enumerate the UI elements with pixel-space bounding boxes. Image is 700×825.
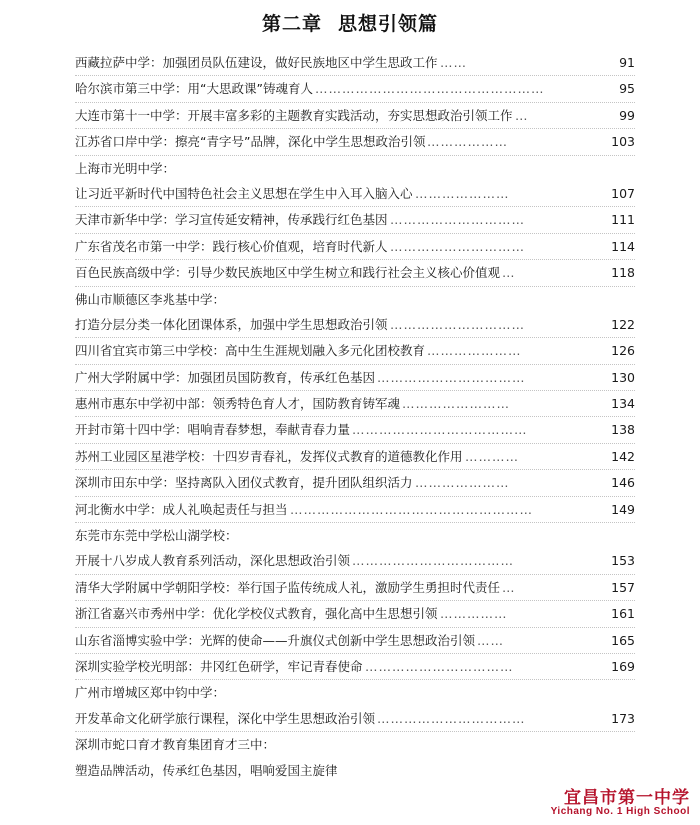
toc-entry-title: 山东省淄博实验中学：光辉的使命——升旗仪式创新中学生思想政治引领 — [75, 632, 476, 648]
toc-leader-dots: ………… — [465, 448, 519, 464]
toc-section-header[interactable] — [75, 156, 635, 181]
toc-entry-title: 开封市第十四中学：唱响青春梦想，奉献青春力量 — [75, 422, 351, 438]
toc-page-number: 103 — [611, 134, 635, 150]
toc-leader-dots: …………………………… — [365, 658, 514, 674]
toc-entry[interactable] — [75, 50, 635, 76]
toc-entry-title: 河北衡水中学：成人礼唤起责任与担当 — [75, 501, 288, 517]
toc-leader-dots: …………………………… — [377, 369, 526, 385]
chapter-title — [0, 9, 700, 36]
toc-leader-dots: … — [502, 579, 516, 595]
toc-entry[interactable] — [75, 234, 635, 260]
toc-entry-title: 打造分层分类一体化团课体系，加强中学生思想政治引领 — [75, 316, 388, 332]
toc-page-number: 118 — [611, 265, 635, 281]
toc-page-number: 99 — [619, 107, 635, 123]
toc-entry[interactable] — [75, 444, 635, 470]
school-watermark — [551, 783, 690, 817]
toc-entry[interactable] — [75, 129, 635, 155]
toc-page-number: 126 — [611, 343, 635, 359]
toc-entry[interactable] — [75, 260, 635, 286]
toc-entry-title: 东莞市东莞中学松山湖学校： — [75, 528, 238, 544]
toc-section-header[interactable] — [75, 680, 635, 705]
toc-entry[interactable] — [75, 575, 635, 601]
toc-page-number: 138 — [611, 422, 635, 438]
toc-leader-dots: ………………………………… — [352, 422, 528, 438]
toc-page-number: 95 — [619, 81, 635, 97]
toc-leader-dots: …… — [477, 632, 504, 648]
toc-entry-title: 广东省茂名市第一中学：践行核心价值观，培育时代新人 — [75, 238, 388, 254]
toc-page-number: 114 — [611, 238, 635, 254]
toc-entry-title: 广州市增城区郑中钧中学： — [75, 685, 226, 701]
toc-leader-dots: …………………… — [402, 396, 510, 412]
toc-leader-dots: ………………… — [427, 343, 522, 359]
toc-entry-title: 让习近平新时代中国特色社会主义思想在学生中入耳入脑入心 — [75, 185, 413, 201]
toc-entry-title: 江苏省口岸中学：擦亮“青字号”品牌，深化中学生思想政治引领 — [75, 134, 426, 150]
toc-page-number: 157 — [611, 579, 635, 595]
toc-entry[interactable] — [75, 548, 635, 574]
toc-leader-dots: …………… — [440, 606, 508, 622]
toc-page-number: 153 — [611, 553, 635, 569]
toc-leader-dots: …………………………… — [377, 710, 526, 726]
toc-entry[interactable] — [75, 654, 635, 680]
toc-page-number: 146 — [611, 475, 635, 491]
toc-page-number: 107 — [611, 185, 635, 201]
watermark-chinese: 宜昌市第一中学 — [564, 788, 690, 808]
toc-page-number: 173 — [611, 710, 635, 726]
toc-entry[interactable] — [75, 706, 635, 732]
toc-entry-title: 浙江省嘉兴市秀州中学：优化学校仪式教育，强化高中生思想引领 — [75, 606, 438, 622]
toc-leader-dots: ………………… — [415, 185, 510, 201]
chapter-name: 思想引领篇 — [338, 13, 439, 35]
toc-entry-title: 塑造品牌活动，传承红色基因，唱响爱国主旋律 — [75, 762, 338, 778]
toc-leader-dots: …………………………………………… — [315, 81, 545, 97]
toc-page-number: 142 — [611, 448, 635, 464]
toc-entry-title: 广州大学附属中学：加强团员国防教育，传承红色基因 — [75, 369, 376, 385]
toc-leader-dots: ……………………………… — [352, 553, 514, 569]
toc-section-header[interactable] — [75, 732, 635, 757]
toc-page-number: 130 — [611, 369, 635, 385]
toc-entry-title: 深圳市田东中学：坚持离队入团仪式教育，提升团队组织活力 — [75, 475, 413, 491]
toc-entry[interactable] — [75, 497, 635, 523]
toc-entry[interactable] — [75, 207, 635, 233]
toc-entry-title: 深圳实验学校光明部：井冈红色研学，牢记青春使命 — [75, 658, 363, 674]
toc-leader-dots: ………………… — [415, 475, 510, 491]
toc-entry-title: 开展十八岁成人教育系列活动，深化思想政治引领 — [75, 553, 351, 569]
toc-leader-dots: ………………………… — [390, 238, 525, 254]
toc-entry-title: 佛山市顺德区李兆基中学： — [75, 291, 226, 307]
toc-entry[interactable] — [75, 601, 635, 627]
toc-page-number: 169 — [611, 658, 635, 674]
toc-entry[interactable] — [75, 628, 635, 654]
toc-entry[interactable] — [75, 103, 635, 129]
toc-section-header[interactable] — [75, 287, 635, 312]
toc-entry[interactable] — [75, 76, 635, 102]
toc-page-number: 149 — [611, 501, 635, 517]
toc-entry-title: 天津市新华中学：学习宣传延安精神，传承践行红色基因 — [75, 212, 388, 228]
toc-entry-title: 惠州市惠东中学初中部：领秀特色育人才，国防教育铸军魂 — [75, 396, 401, 412]
toc-entry[interactable] — [75, 470, 635, 496]
toc-entry-title: 四川省宜宾市第三中学校：高中生生涯规划融入多元化团校教育 — [75, 343, 426, 359]
toc-entry-title: 深圳市蛇口育才教育集团育才三中： — [75, 737, 276, 753]
toc-leader-dots: …… — [440, 55, 467, 70]
toc-entry-title: 苏州工业园区星港学校：十四岁青春礼，发挥仪式教育的道德教化作用 — [75, 448, 463, 464]
watermark-english: Yichang No. 1 High School — [550, 806, 690, 817]
toc-leader-dots: ……………………………………………… — [290, 501, 533, 517]
toc-page-number: 111 — [611, 212, 635, 228]
toc-leader-dots: ……………… — [427, 134, 508, 150]
toc-leader-dots: … — [515, 107, 529, 123]
toc-entry[interactable] — [75, 417, 635, 443]
table-of-contents — [75, 50, 635, 783]
toc-page-number: 161 — [611, 606, 635, 622]
toc-section-header[interactable] — [75, 758, 635, 783]
toc-page-number: 165 — [611, 632, 635, 648]
toc-entry-title: 大连市第十一中学：开展丰富多彩的主题教育实践活动，夯实思想政治引领工作 — [75, 107, 513, 123]
toc-entry[interactable] — [75, 338, 635, 364]
toc-entry[interactable] — [75, 365, 635, 391]
toc-leader-dots: ………………………… — [390, 316, 525, 332]
toc-entry-title: 西藏拉萨中学：加强团员队伍建设，做好民族地区中学生思政工作 — [75, 55, 438, 70]
toc-entry[interactable] — [75, 391, 635, 417]
toc-page-number: 91 — [619, 55, 635, 70]
toc-entry-title: 开发革命文化研学旅行课程，深化中学生思想政治引领 — [75, 710, 376, 726]
toc-entry[interactable] — [75, 181, 635, 207]
toc-page-number: 134 — [611, 396, 635, 412]
toc-entry[interactable] — [75, 312, 635, 338]
toc-entry-title: 上海市光明中学： — [75, 160, 176, 176]
chapter-prefix: 第二章 — [261, 13, 322, 35]
toc-leader-dots: ………………………… — [390, 212, 525, 228]
toc-section-header[interactable] — [75, 523, 635, 548]
toc-entry-title: 清华大学附属中学朝阳学校：举行国子监传统成人礼，激励学生勇担时代责任 — [75, 579, 501, 595]
toc-entry-title: 哈尔滨市第三中学：用“大思政课”铸魂育人 — [75, 81, 313, 97]
toc-entry-title: 百色民族高级中学：引导少数民族地区中学生树立和践行社会主义核心价值观 — [75, 265, 501, 281]
toc-leader-dots: … — [502, 265, 516, 281]
toc-page-number: 122 — [611, 316, 635, 332]
